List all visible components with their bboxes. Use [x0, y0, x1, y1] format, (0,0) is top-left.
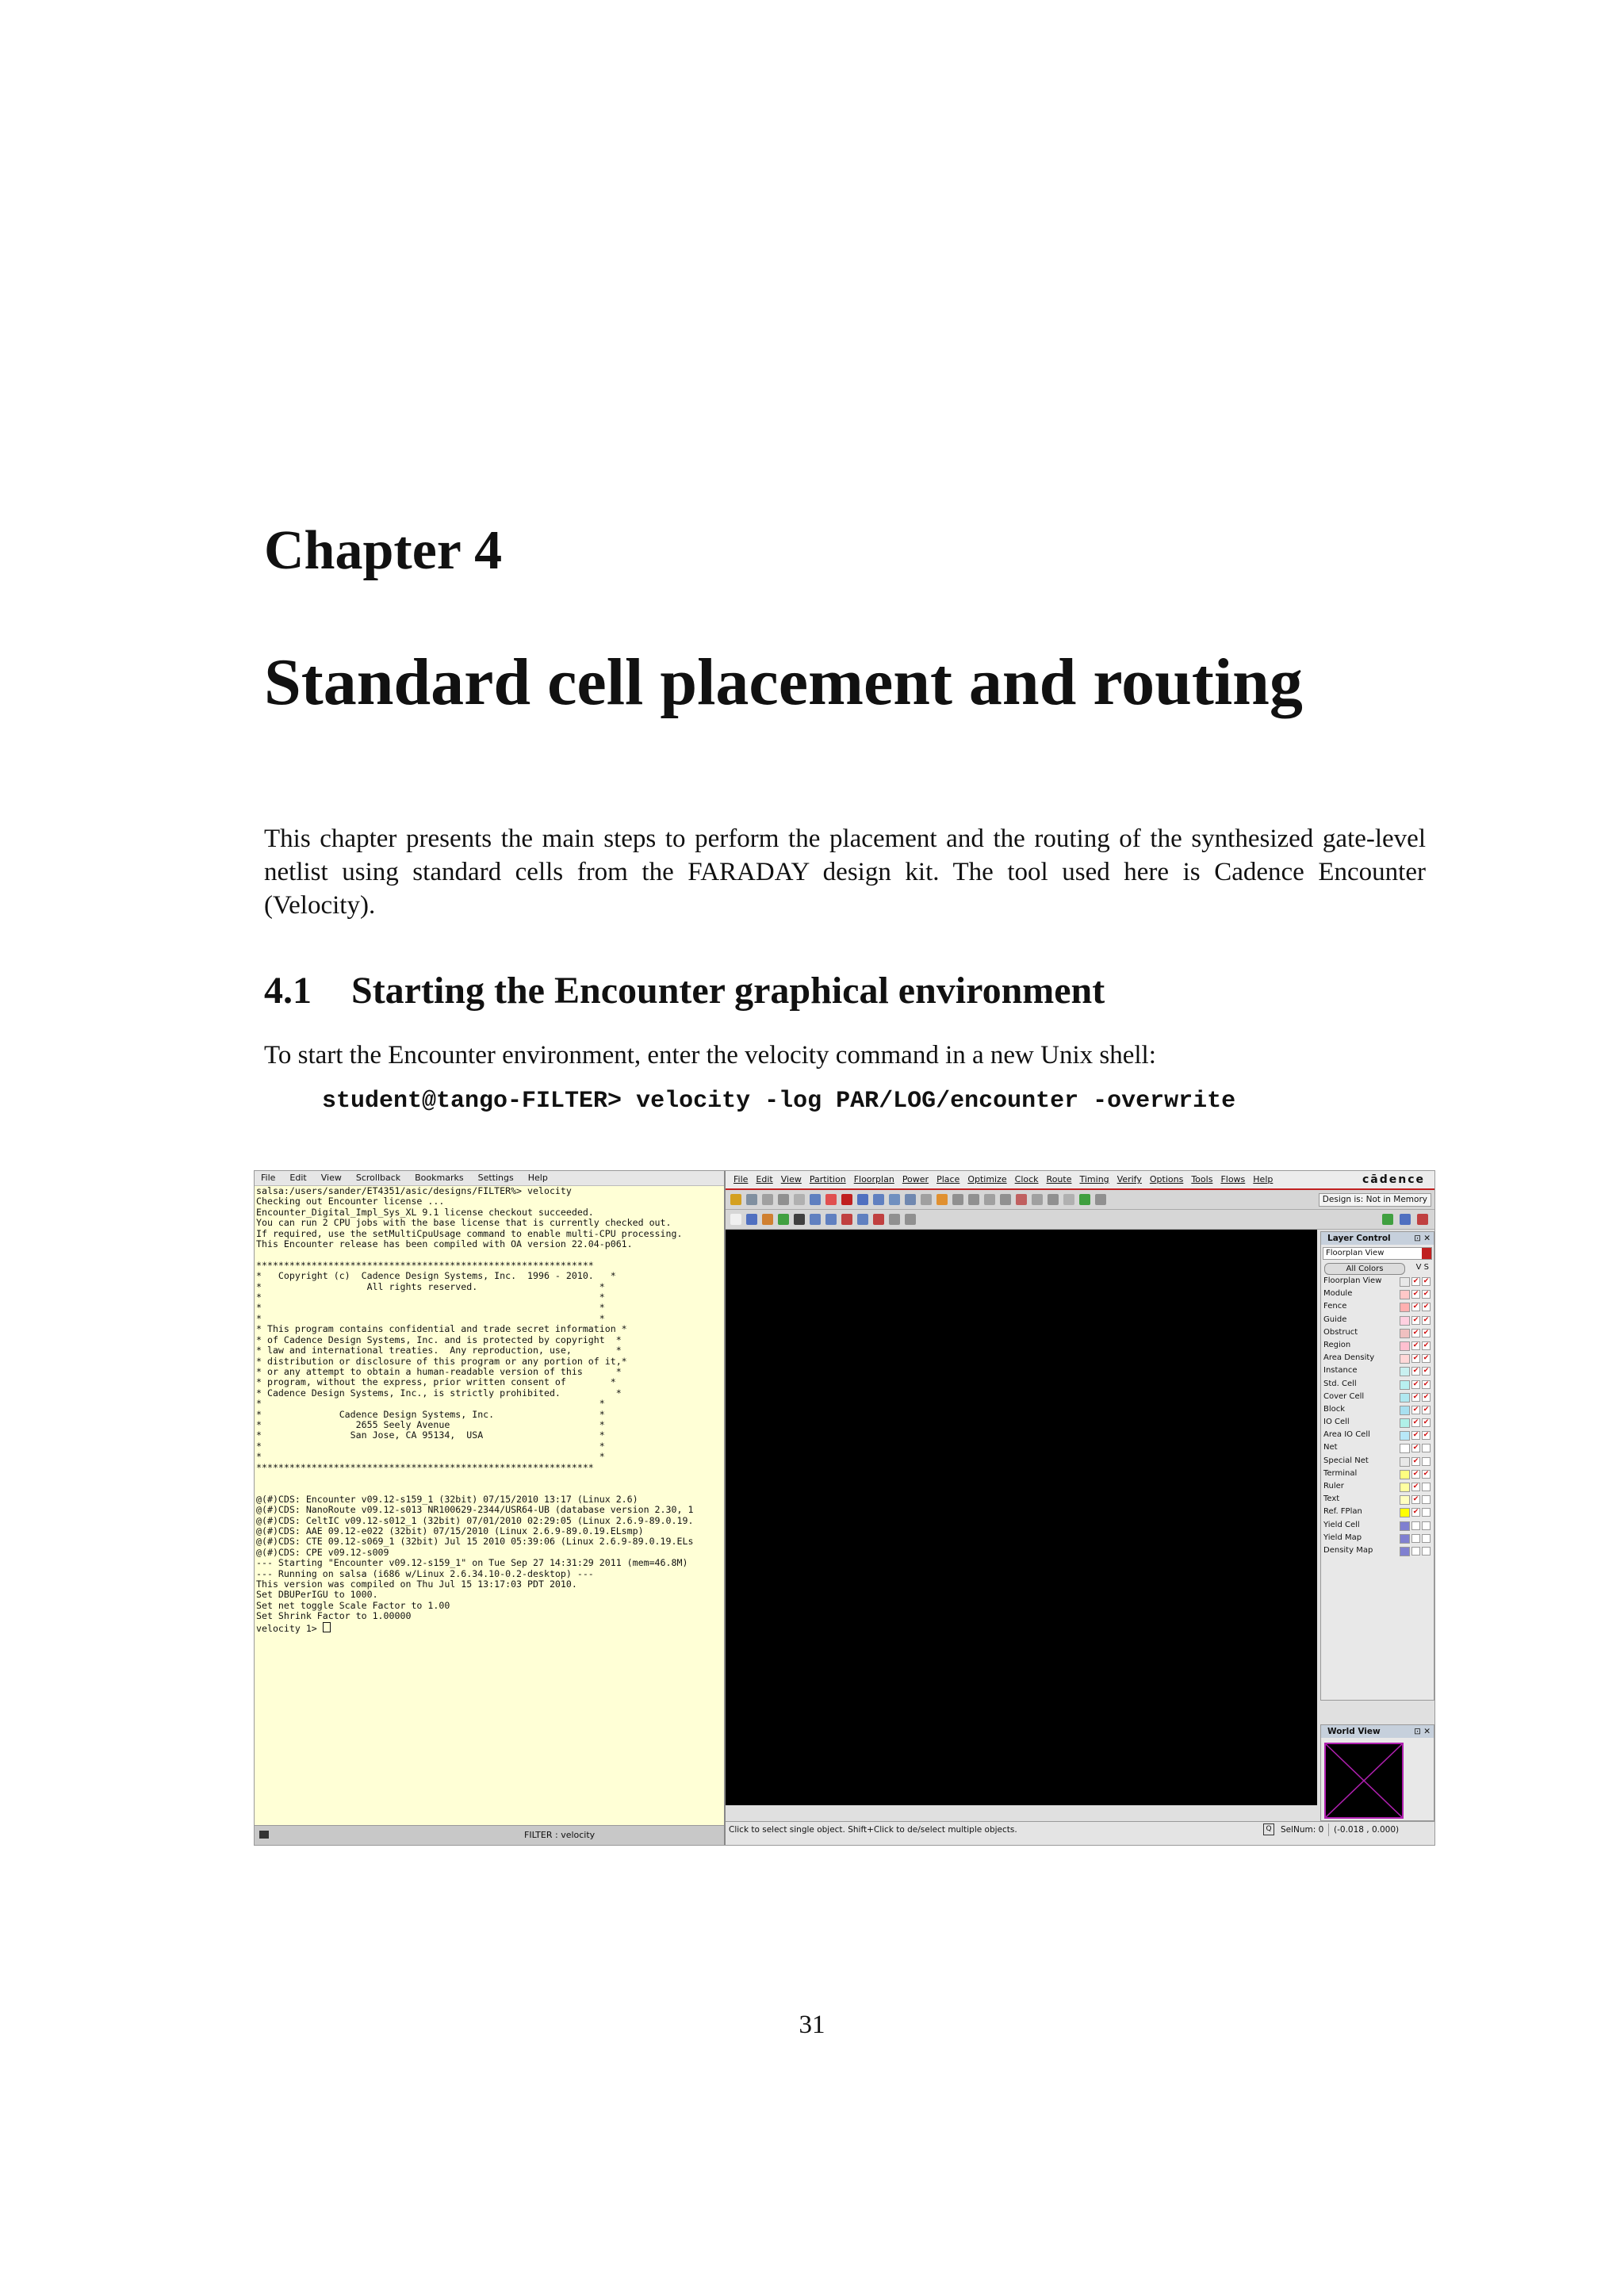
encounter-menu-timing[interactable]: Timing — [1079, 1174, 1109, 1184]
world-view-panel — [1320, 1724, 1434, 1821]
layer-control-title — [1321, 1232, 1434, 1245]
instruction-text: To start the Encounter environment, enter the velocity command in a new Unix shell: — [264, 1041, 1156, 1070]
layer-name: Area IO Cell — [1323, 1430, 1370, 1440]
layer-visible-checkbox[interactable] — [1411, 1521, 1420, 1530]
layer-row — [1321, 1352, 1434, 1364]
encounter-screenshot — [254, 1170, 1435, 1846]
layer-row — [1321, 1429, 1434, 1441]
terminal-line: --- Starting "Encounter v09.12-s159_1" on Tue Sep 27 14:31:29 2011 (mem=46.8M) — [256, 1557, 688, 1569]
layer-color-swatch[interactable] — [1400, 1277, 1410, 1287]
layer-color-swatch[interactable] — [1400, 1495, 1410, 1505]
edit-tool-icon[interactable] — [905, 1214, 916, 1225]
encounter-menu-floorplan[interactable]: Floorplan — [853, 1174, 894, 1184]
edit-tool-icon[interactable] — [889, 1214, 900, 1225]
terminal-line: If required, use the setMultiCpuUsage command to enable multi-CPU processing. — [256, 1227, 683, 1239]
edit-tool-icon[interactable] — [857, 1214, 868, 1225]
edit-tool-icon[interactable] — [873, 1214, 884, 1225]
layer-name: Obstruct — [1323, 1327, 1358, 1337]
layer-selectable-checkbox[interactable]: ✔ — [1423, 1469, 1430, 1478]
section-heading — [264, 969, 1105, 1012]
terminal-line: This version was compiled on Thu Jul 15 13:17:03 PDT 2010. — [256, 1578, 577, 1590]
terminal-line: @(#)CDS: CeltIC v09.12-s012_1 (32bit) 07/01/2010 02:29:05 (Linux 2.6.9-89.0.19. — [256, 1514, 694, 1526]
toolbar-tool-icon[interactable] — [936, 1194, 948, 1205]
layer-name: Guide — [1323, 1314, 1347, 1324]
layer-color-swatch[interactable] — [1400, 1290, 1410, 1299]
dropdown-arrow-icon[interactable] — [1422, 1248, 1431, 1259]
layer-visible-checkbox[interactable]: ✔ — [1412, 1290, 1419, 1299]
layer-color-swatch[interactable] — [1400, 1393, 1410, 1402]
terminal-line: * * — [256, 1440, 605, 1452]
encounter-statusbar — [726, 1821, 1434, 1846]
terminal-line: velocity 1> — [256, 1622, 722, 1634]
page-number: 31 — [799, 2011, 825, 2039]
toolbar-tool-icon[interactable] — [1079, 1194, 1090, 1205]
layer-visible-checkbox[interactable] — [1411, 1547, 1420, 1556]
layer-visible-checkbox[interactable]: ✔ — [1412, 1341, 1419, 1349]
layer-name: Cover Cell — [1323, 1391, 1365, 1401]
layer-row — [1321, 1378, 1434, 1391]
terminal-menu-view[interactable]: View — [320, 1173, 342, 1183]
layer-view-select[interactable] — [1323, 1247, 1432, 1260]
layer-row — [1321, 1288, 1434, 1300]
terminal-line — [256, 1249, 722, 1260]
terminal-output — [256, 1186, 722, 1825]
layer-list — [1321, 1275, 1434, 1557]
chapter-title: Standard cell placement and routing — [264, 645, 1303, 719]
layer-toggle-icon[interactable] — [1382, 1214, 1393, 1225]
terminal-line: * * — [256, 1398, 605, 1410]
layer-name: Yield Cell — [1323, 1520, 1360, 1529]
terminal-line: Encounter_Digital_Impl_Sys_XL 9.1 license checkout succeeded. — [256, 1206, 594, 1218]
toolbar-tool-icon[interactable] — [984, 1194, 995, 1205]
layer-visible-checkbox[interactable]: ✔ — [1412, 1405, 1419, 1414]
terminal-status-text: FILTER : velocity — [524, 1830, 596, 1840]
edit-tool-icon[interactable] — [730, 1214, 741, 1225]
terminal-line: @(#)CDS: Encounter v09.12-s159_1 (32bit) 07/15/2010 13:17 (Linux 2.6) — [256, 1493, 638, 1505]
layer-selectable-checkbox[interactable]: ✔ — [1423, 1277, 1430, 1285]
terminal-line: * distribution or disclosure of this program or any portion of it,* — [256, 1355, 627, 1367]
layer-view-select-value: Floorplan View — [1326, 1249, 1385, 1257]
terminal-line: ************************************************************* — [256, 1461, 594, 1473]
section-title: Starting the Encounter graphical environment — [351, 970, 1105, 1012]
all-colors-row — [1321, 1262, 1434, 1275]
terminal-line: * or any attempt to obtain a human-readable version of this * — [256, 1365, 622, 1377]
layer-name: Std. Cell — [1323, 1379, 1357, 1388]
toolbar-tool-icon[interactable] — [968, 1194, 979, 1205]
terminal-line: @(#)CDS: NanoRoute v09.12-s013 NR100629-2344/USR64-UB (database version 2.30, 1 — [256, 1504, 694, 1516]
layer-color-swatch[interactable] — [1400, 1316, 1410, 1326]
terminal-line: @(#)CDS: AAE 09.12-e022 (32bit) 07/15/2010 (Linux 2.6.9-89.0.19.ELsmp) — [256, 1525, 644, 1536]
layer-selectable-checkbox[interactable]: ✔ — [1423, 1303, 1430, 1311]
layer-color-swatch[interactable] — [1400, 1431, 1410, 1441]
terminal-line: Set net toggle Scale Factor to 1.00 — [256, 1599, 450, 1611]
panel-float-close-icon[interactable]: ⊡ ✕ — [1414, 1727, 1431, 1736]
layer-color-swatch[interactable] — [1400, 1380, 1410, 1390]
layer-selectable-checkbox[interactable] — [1422, 1495, 1431, 1504]
layer-selectable-checkbox[interactable] — [1422, 1547, 1431, 1556]
layer-row — [1321, 1416, 1434, 1429]
toolbar-tool-icon[interactable] — [841, 1194, 852, 1205]
layer-control-title-text: Layer Control — [1327, 1234, 1391, 1243]
world-view-map[interactable] — [1324, 1743, 1404, 1819]
layer-color-swatch[interactable] — [1400, 1354, 1410, 1364]
layer-visible-checkbox[interactable]: ✔ — [1412, 1367, 1419, 1376]
cadence-logo: cādence — [1362, 1173, 1425, 1186]
layout-canvas[interactable] — [726, 1230, 1317, 1805]
terminal-line: * All rights reserved. * — [256, 1280, 605, 1292]
toolbar-tool-icon[interactable] — [873, 1194, 884, 1205]
toolbar-tool-icon[interactable] — [1048, 1194, 1059, 1205]
layer-color-swatch[interactable] — [1400, 1521, 1410, 1531]
layer-name: Density Map — [1323, 1545, 1373, 1555]
encounter-menu-file[interactable]: File — [733, 1174, 749, 1184]
encounter-menu-items — [726, 1174, 1273, 1184]
layer-row — [1321, 1275, 1434, 1288]
terminal-window — [255, 1171, 726, 1845]
layer-color-swatch[interactable] — [1400, 1329, 1410, 1338]
layer-row — [1321, 1480, 1434, 1493]
layer-toggle-icon[interactable] — [1400, 1214, 1411, 1225]
layer-row — [1321, 1364, 1434, 1377]
layer-color-swatch[interactable] — [1400, 1534, 1410, 1544]
layer-name: IO Cell — [1323, 1418, 1350, 1427]
encounter-window — [726, 1171, 1434, 1845]
tool-toolbar-icons — [726, 1210, 916, 1225]
terminal-line: * Cadence Design Systems, Inc., is strictly prohibited. * — [256, 1387, 622, 1399]
terminal-line: You can run 2 CPU jobs with the base license that is currently checked out. — [256, 1217, 672, 1229]
layer-row — [1321, 1300, 1434, 1313]
terminal-line: This Encounter release has been compiled with OA version 22.04-p061. — [256, 1238, 633, 1250]
toolbar-tool-icon[interactable] — [794, 1194, 805, 1205]
toolbar-tool-icon[interactable] — [1032, 1194, 1043, 1205]
layer-visible-checkbox[interactable]: ✔ — [1412, 1456, 1419, 1465]
layer-color-swatch[interactable] — [1400, 1406, 1410, 1415]
terminal-menu-edit[interactable]: Edit — [289, 1173, 307, 1183]
layer-color-swatch[interactable] — [1400, 1457, 1410, 1467]
layer-name: Area Density — [1323, 1353, 1375, 1363]
layer-color-swatch[interactable] — [1400, 1418, 1410, 1428]
layer-row — [1321, 1391, 1434, 1403]
layer-visible-checkbox[interactable]: ✔ — [1412, 1315, 1419, 1324]
layer-visible-checkbox[interactable]: ✔ — [1412, 1303, 1419, 1311]
visible-selectable-header: V S — [1415, 1263, 1429, 1272]
layer-row — [1321, 1441, 1434, 1454]
layer-visible-checkbox[interactable] — [1411, 1534, 1420, 1543]
layer-selectable-checkbox[interactable]: ✔ — [1423, 1392, 1430, 1401]
layer-visible-checkbox[interactable]: ✔ — [1412, 1469, 1419, 1478]
edit-tool-icon[interactable] — [762, 1214, 773, 1225]
design-status: Design is: Not in Memory — [1319, 1193, 1431, 1207]
terminal-line: * This program contains confidential and trade secret information * — [256, 1323, 627, 1335]
terminal-line: * program, without the express, prior written consent of * — [256, 1376, 616, 1388]
layer-name: Fence — [1323, 1302, 1347, 1311]
toolbar-tool-icon[interactable] — [889, 1194, 900, 1205]
terminal-line: * law and international treaties. Any reproduction, use, * — [256, 1345, 622, 1357]
panel-float-close-icon[interactable]: ⊡ ✕ — [1414, 1234, 1431, 1243]
toolbar-tool-icon[interactable] — [905, 1194, 916, 1205]
terminal-line — [256, 1483, 722, 1494]
layer-name: Yield Map — [1323, 1533, 1362, 1542]
encounter-menu-optimize[interactable]: Optimize — [967, 1174, 1007, 1184]
layer-visible-checkbox[interactable]: ✔ — [1412, 1444, 1419, 1452]
toolbar-tool-icon[interactable] — [857, 1194, 868, 1205]
layer-visible-checkbox[interactable]: ✔ — [1412, 1328, 1419, 1337]
terminal-menu-file[interactable]: File — [261, 1173, 276, 1183]
encounter-menu-flows[interactable]: Flows — [1220, 1174, 1246, 1184]
layer-visible-checkbox[interactable]: ✔ — [1412, 1277, 1419, 1285]
layer-row — [1321, 1519, 1434, 1532]
toolbar-tool-icon[interactable] — [1095, 1194, 1106, 1205]
terminal-line: Set Shrink Factor to 1.00000 — [256, 1610, 412, 1622]
layer-visible-checkbox[interactable]: ✔ — [1412, 1380, 1419, 1388]
terminal-line: * Cadence Design Systems, Inc. * — [256, 1408, 605, 1420]
terminal-line: * of Cadence Design Systems, Inc. and is protected by copyright * — [256, 1334, 622, 1345]
layer-color-swatch[interactable] — [1400, 1508, 1410, 1517]
toolbar-tool-icon[interactable] — [810, 1194, 821, 1205]
layer-visible-checkbox[interactable]: ✔ — [1412, 1508, 1419, 1517]
query-button[interactable]: Q — [1263, 1823, 1274, 1835]
layer-selectable-checkbox[interactable]: ✔ — [1423, 1367, 1430, 1376]
layer-selectable-checkbox[interactable] — [1422, 1508, 1431, 1517]
cursor-coordinates: (-0.018 , 0.000) — [1328, 1823, 1399, 1836]
toolbar-tool-icon[interactable] — [1016, 1194, 1027, 1205]
world-view-title — [1321, 1725, 1434, 1738]
layer-selectable-checkbox[interactable]: ✔ — [1423, 1418, 1430, 1427]
layer-name: Text — [1323, 1494, 1340, 1504]
layer-color-swatch[interactable] — [1400, 1470, 1410, 1479]
layer-toggle-icon[interactable] — [1417, 1214, 1428, 1225]
encounter-menu-route[interactable]: Route — [1046, 1174, 1072, 1184]
main-toolbar-icons — [726, 1190, 1106, 1205]
terminal-line: * * — [256, 1292, 605, 1303]
terminal-line: @(#)CDS: CPE v09.12-s009 — [256, 1546, 389, 1558]
status-hint: Click to select single object. Shift+Click to de/select multiple objects. — [729, 1825, 1017, 1835]
layer-selectable-checkbox[interactable] — [1422, 1534, 1431, 1543]
chapter-label: Chapter 4 — [264, 520, 503, 581]
toolbar-tool-icon[interactable] — [921, 1194, 932, 1205]
edit-tool-icon[interactable] — [746, 1214, 757, 1225]
layer-visible-checkbox[interactable]: ✔ — [1412, 1418, 1419, 1427]
terminal-menu-settings[interactable]: Settings — [477, 1173, 514, 1183]
layer-selectable-checkbox[interactable]: ✔ — [1423, 1341, 1430, 1349]
layer-name: Region — [1323, 1340, 1351, 1349]
toolbar-tool-icon[interactable] — [952, 1194, 963, 1205]
terminal-line: Set DBUPerIGU to 1000. — [256, 1589, 378, 1601]
toolbar-tool-icon[interactable] — [762, 1194, 773, 1205]
layer-row — [1321, 1403, 1434, 1416]
layer-name: Instance — [1323, 1366, 1358, 1376]
layer-color-swatch[interactable] — [1400, 1483, 1410, 1492]
terminal-menu-scrollback[interactable]: Scrollback — [355, 1173, 401, 1183]
world-view-title-text: World View — [1327, 1727, 1381, 1736]
terminal-line: --- Running on salsa (i686 w/Linux 2.6.34.10-0.2-desktop) --- — [256, 1567, 594, 1579]
layer-color-swatch[interactable] — [1400, 1367, 1410, 1376]
section-number: 4.1 — [264, 970, 312, 1012]
toolbar-tool-icon[interactable] — [730, 1194, 741, 1205]
layer-selectable-checkbox[interactable]: ✔ — [1423, 1354, 1430, 1363]
terminal-line: * * — [256, 1451, 605, 1463]
terminal-line: * San Jose, CA 95134, USA * — [256, 1429, 605, 1441]
intro-paragraph: This chapter presents the main steps to perform the placement and the routing of the synthesized gate-level netlist using standard cells from the FARADAY design kit. The tool used here is Cadence Encounter (Velocity). — [264, 825, 1426, 920]
layer-color-swatch[interactable] — [1400, 1303, 1410, 1312]
layer-selectable-checkbox[interactable]: ✔ — [1423, 1431, 1430, 1440]
layer-visible-checkbox[interactable]: ✔ — [1412, 1392, 1419, 1401]
terminal-menu-help[interactable]: Help — [527, 1173, 548, 1183]
layer-selectable-checkbox[interactable]: ✔ — [1423, 1290, 1430, 1299]
layer-selectable-checkbox[interactable] — [1422, 1444, 1431, 1452]
selection-count: SelNum: 0 — [1281, 1825, 1324, 1835]
encounter-menu-edit[interactable]: Edit — [756, 1174, 773, 1184]
terminal-line: * * — [256, 1312, 605, 1324]
terminal-menubar — [255, 1171, 724, 1186]
layer-row — [1321, 1468, 1434, 1480]
layer-row — [1321, 1326, 1434, 1339]
encounter-menu-place[interactable]: Place — [936, 1174, 960, 1184]
layer-selectable-checkbox[interactable] — [1422, 1483, 1431, 1491]
encounter-menu-verify[interactable]: Verify — [1116, 1174, 1142, 1184]
shell-command: student@tango-FILTER> velocity -log PAR/LOG/encounter -overwrite — [322, 1088, 1236, 1115]
layer-row — [1321, 1314, 1434, 1326]
layer-selectable-checkbox[interactable]: ✔ — [1423, 1380, 1430, 1388]
layer-selectable-checkbox[interactable] — [1422, 1457, 1431, 1466]
edit-tool-icon[interactable] — [841, 1214, 852, 1225]
layer-selectable-checkbox[interactable]: ✔ — [1423, 1405, 1430, 1414]
terminal-line: * Copyright (c) Cadence Design Systems, Inc. 1996 - 2010. * — [256, 1270, 616, 1282]
layer-name: Special Net — [1323, 1456, 1369, 1465]
terminal-menu-bookmarks[interactable]: Bookmarks — [415, 1173, 464, 1183]
edit-tool-icon[interactable] — [810, 1214, 821, 1225]
terminal-line: salsa:/users/sander/ET4351/asic/designs/FILTER%> velocity — [256, 1186, 572, 1196]
layer-color-swatch[interactable] — [1400, 1547, 1410, 1556]
tool-toolbar — [726, 1210, 1434, 1230]
main-toolbar — [726, 1190, 1434, 1210]
terminal-line: * 2655 Seely Avenue * — [256, 1418, 605, 1430]
encounter-menu-clock[interactable]: Clock — [1014, 1174, 1039, 1184]
layer-color-swatch[interactable] — [1400, 1341, 1410, 1351]
encounter-menu-view[interactable]: View — [780, 1174, 802, 1184]
layer-name: Net — [1323, 1443, 1338, 1452]
layer-visible-checkbox[interactable]: ✔ — [1412, 1431, 1419, 1440]
layer-selectable-checkbox[interactable]: ✔ — [1423, 1328, 1430, 1337]
layer-visible-checkbox[interactable]: ✔ — [1412, 1354, 1419, 1363]
encounter-menubar — [726, 1171, 1434, 1190]
layer-row — [1321, 1493, 1434, 1506]
toolbar-tool-icon[interactable] — [746, 1194, 757, 1205]
terminal-line: ************************************************************* — [256, 1259, 594, 1271]
all-colors-button[interactable]: All Colors — [1324, 1263, 1405, 1275]
layer-control-panel — [1320, 1231, 1434, 1701]
edit-tool-icon[interactable] — [825, 1214, 837, 1225]
toolbar-tool-icon[interactable] — [1000, 1194, 1011, 1205]
toolbar-tool-icon[interactable] — [825, 1194, 837, 1205]
layer-selectable-checkbox[interactable]: ✔ — [1423, 1315, 1430, 1324]
layer-selectable-checkbox[interactable] — [1422, 1521, 1431, 1530]
layer-row — [1321, 1339, 1434, 1352]
terminal-cursor — [323, 1622, 331, 1632]
layer-color-swatch[interactable] — [1400, 1444, 1410, 1453]
encounter-menu-help[interactable]: Help — [1253, 1174, 1274, 1184]
terminal-line: Checking out Encounter license ... — [256, 1196, 445, 1207]
terminal-statusbar — [255, 1825, 724, 1845]
terminal-icon[interactable] — [259, 1831, 269, 1839]
terminal-line — [256, 1473, 722, 1483]
layer-row — [1321, 1532, 1434, 1544]
layer-visible-checkbox[interactable]: ✔ — [1412, 1483, 1419, 1490]
layer-row — [1321, 1544, 1434, 1557]
layer-name: Floorplan View — [1323, 1276, 1382, 1285]
toolbar-tool-icon[interactable] — [1063, 1194, 1074, 1205]
layer-name: Module — [1323, 1289, 1353, 1299]
edit-tool-icon[interactable] — [778, 1214, 789, 1225]
encounter-menu-tools[interactable]: Tools — [1191, 1174, 1213, 1184]
terminal-line: @(#)CDS: CTE 09.12-s069_1 (32bit) Jul 15 2010 05:39:06 (Linux 2.6.9-89.0.19.ELs — [256, 1536, 694, 1548]
encounter-menu-power[interactable]: Power — [902, 1174, 929, 1184]
encounter-menu-partition[interactable]: Partition — [809, 1174, 846, 1184]
terminal-line: * * — [256, 1302, 605, 1314]
world-view-cross-icon — [1326, 1744, 1402, 1817]
encounter-menu-options[interactable]: Options — [1149, 1174, 1184, 1184]
layer-row — [1321, 1506, 1434, 1518]
layer-name: Ruler — [1323, 1482, 1344, 1490]
edit-tool-icon[interactable] — [794, 1214, 805, 1225]
layer-visible-checkbox[interactable]: ✔ — [1412, 1495, 1419, 1504]
layer-row — [1321, 1455, 1434, 1468]
layer-name: Ref. FPlan — [1323, 1507, 1362, 1517]
toolbar-tool-icon[interactable] — [778, 1194, 789, 1205]
layer-name: Terminal — [1323, 1468, 1358, 1478]
layer-name: Block — [1323, 1404, 1346, 1414]
